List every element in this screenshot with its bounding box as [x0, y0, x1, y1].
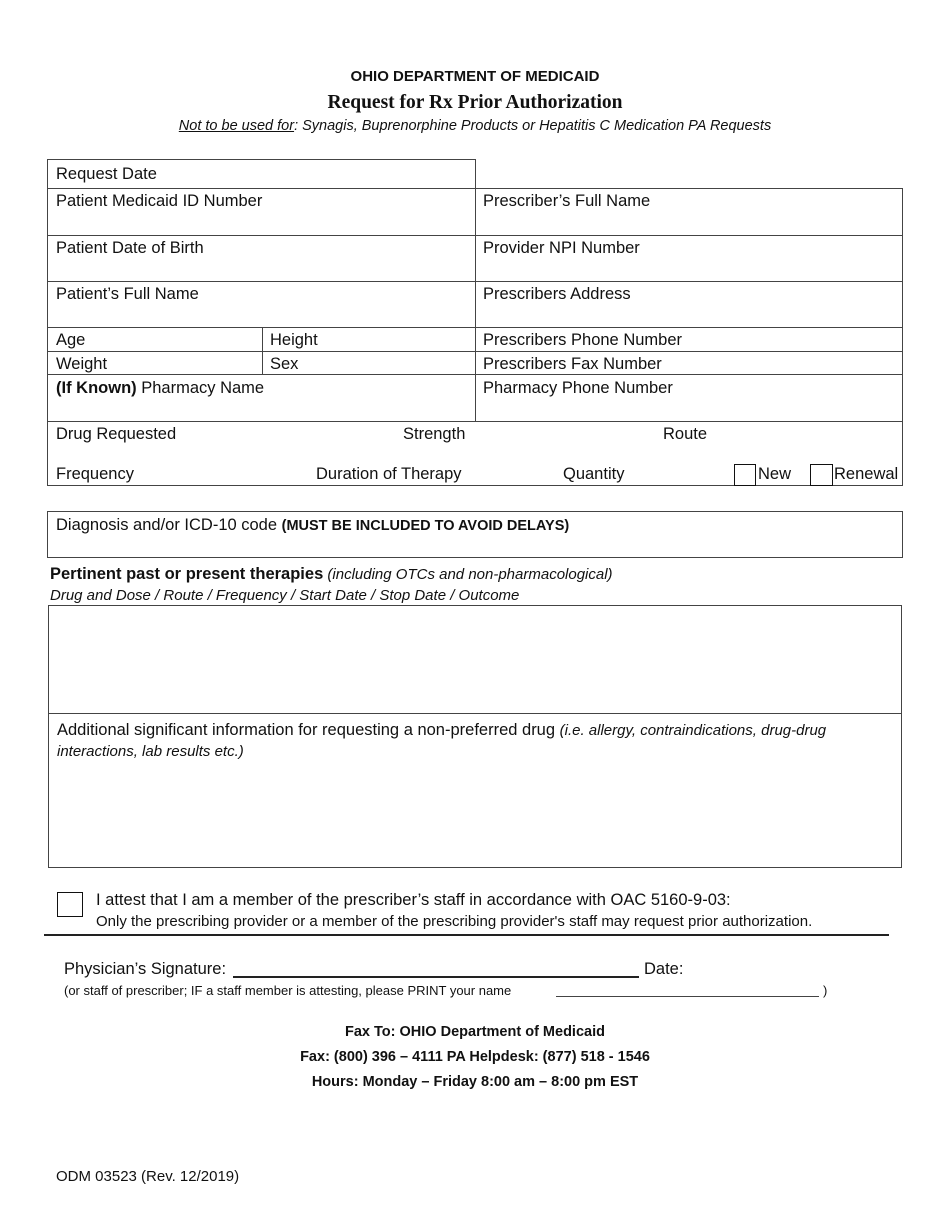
therapies-box — [48, 605, 902, 868]
attest-statement: I attest that I am a member of the prescriber’s staff in accordance with OAC 5160-9-03: — [96, 891, 731, 909]
form-number: ODM 03523 (Rev. 12/2019) — [56, 1168, 240, 1185]
quantity-field[interactable]: Quantity — [563, 465, 625, 483]
strength-field[interactable]: Strength — [403, 425, 466, 443]
signature-note-close: ) — [823, 983, 828, 998]
diagnosis-label-text: Diagnosis and/or ICD-10 code — [56, 516, 282, 534]
renewal-label: Renewal — [834, 465, 899, 483]
height-field[interactable]: Height — [270, 331, 318, 349]
diagnosis-box[interactable] — [47, 511, 903, 558]
new-label: New — [758, 465, 792, 483]
diagnosis-required-note: (MUST BE INCLUDED TO AVOID DELAYS) — [281, 518, 570, 534]
usage-note-text: : Synagis, Buprenorphine Products or Hepatitis C Medication PA Requests — [294, 118, 772, 134]
duration-field[interactable]: Duration of Therapy — [316, 465, 462, 483]
prescribers-address-field[interactable]: Prescribers Address — [483, 285, 631, 303]
therapies-heading — [50, 564, 613, 585]
weight-field[interactable]: Weight — [56, 355, 108, 373]
additional-info-note-line1: (i.e. allergy, contraindications, drug-drug — [559, 722, 827, 739]
usage-note — [0, 118, 950, 134]
pharmacy-name-label: Pharmacy Name — [136, 379, 265, 397]
signature-line[interactable] — [233, 976, 639, 978]
prescriber-full-name-field[interactable]: Prescriber’s Full Name — [483, 192, 651, 210]
therapies-input-area[interactable] — [49, 606, 901, 713]
provider-npi-field[interactable]: Provider NPI Number — [483, 239, 640, 257]
pharmacy-name-field[interactable] — [56, 378, 264, 398]
prescribers-fax-field[interactable]: Prescribers Fax Number — [483, 355, 662, 373]
fax-to: Fax To: OHIO Department of Medicaid — [345, 1024, 605, 1040]
drug-requested-field[interactable]: Drug Requested — [56, 425, 177, 443]
usage-note-lead: Not to be used for — [178, 118, 295, 134]
pharmacy-name-qualifier: (If Known) — [56, 379, 137, 397]
pharmacy-phone-field[interactable]: Pharmacy Phone Number — [483, 379, 673, 397]
sex-field[interactable]: Sex — [270, 355, 299, 373]
date-label: Date: — [644, 960, 684, 978]
route-field[interactable]: Route — [663, 425, 708, 443]
frequency-field[interactable]: Frequency — [56, 465, 134, 483]
new-checkbox[interactable] — [734, 464, 756, 486]
request-date-field[interactable]: Request Date — [56, 165, 157, 183]
patient-full-name-field[interactable]: Patient’s Full Name — [56, 285, 199, 303]
fax-numbers: Fax: (800) 396 – 4111 PA Helpdesk: (877) 518 - 1546 — [300, 1049, 650, 1065]
signature-label: Physician’s Signature: — [64, 960, 227, 978]
therapies-heading-text: Pertinent past or present therapies — [50, 565, 324, 583]
form-title: Request for Rx Prior Authorization — [327, 92, 623, 113]
additional-info-area[interactable] — [49, 714, 901, 867]
patient-dob-field[interactable]: Patient Date of Birth — [56, 239, 204, 257]
additional-info-label-text: Additional significant information for requesting a non-preferred drug — [57, 721, 560, 739]
patient-medicaid-id-field[interactable]: Patient Medicaid ID Number — [56, 192, 263, 210]
renewal-checkbox[interactable] — [810, 464, 833, 486]
therapies-subheading: Drug and Dose / Route / Frequency / Start Date / Stop Date / Outcome — [50, 587, 520, 604]
attest-note: Only the prescribing provider or a member of the prescribing provider's staff may request prior authorization. — [96, 913, 813, 930]
diagnosis-label — [56, 515, 569, 536]
additional-info-label — [57, 720, 897, 762]
additional-info-note-line2: interactions, lab results etc.) — [57, 743, 244, 760]
prescribers-phone-field[interactable]: Prescribers Phone Number — [483, 331, 682, 349]
print-name-line[interactable] — [556, 996, 819, 997]
attest-checkbox[interactable] — [57, 892, 83, 917]
therapies-heading-note: (including OTCs and non-pharmacological) — [323, 566, 613, 583]
signature-note: (or staff of prescriber; IF a staff member is attesting, please PRINT your name — [64, 983, 512, 998]
age-field[interactable]: Age — [56, 331, 86, 349]
hours: Hours: Monday – Friday 8:00 am – 8:00 pm EST — [311, 1074, 639, 1090]
agency-name: OHIO DEPARTMENT OF MEDICAID — [350, 68, 600, 85]
